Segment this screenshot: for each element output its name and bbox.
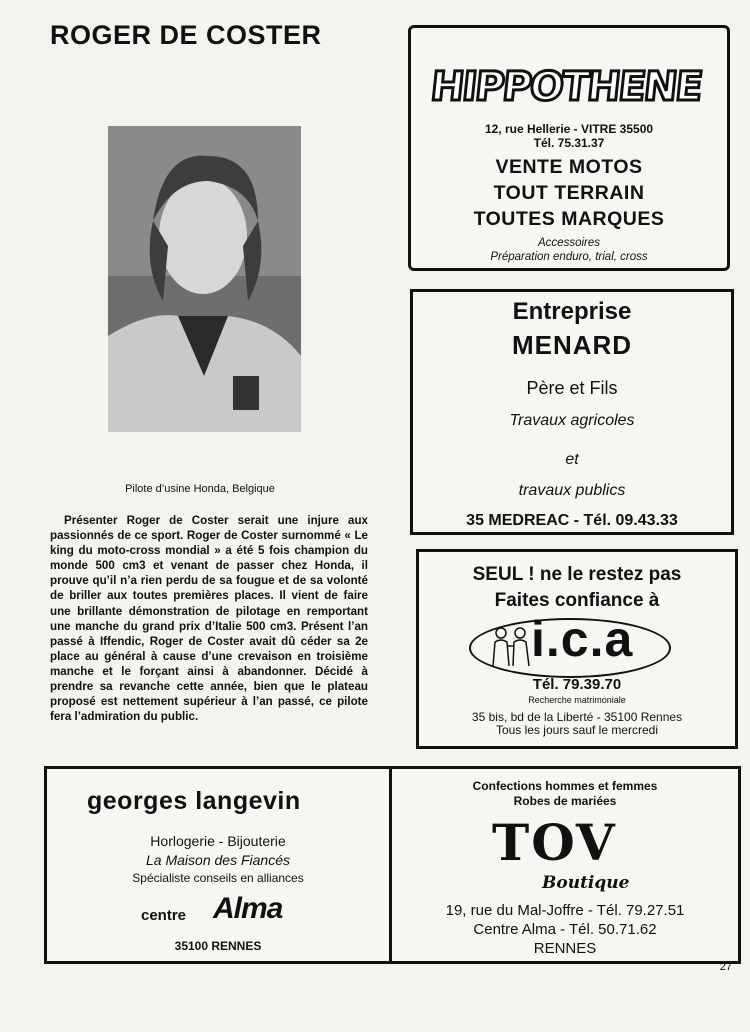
langevin-line-2: La Maison des Fiancés — [146, 852, 290, 868]
hippothene-sub-1: Accessoires — [538, 237, 600, 249]
hippothene-tel: Tél. 75.31.37 — [533, 136, 605, 150]
ica-address-block — [419, 711, 735, 737]
tov-header — [392, 779, 738, 809]
menard-line-4: Travaux agricoles — [509, 412, 635, 429]
menard-line-6: travaux publics — [518, 482, 626, 499]
langevin-name: georges langevin — [87, 787, 301, 815]
langevin-centre-label: centre — [141, 907, 187, 924]
tov-city: RENNES — [533, 940, 597, 957]
ica-address: 35 bis, bd de la Liberté - 35100 Rennes — [471, 710, 683, 724]
langevin-line-3: Spécialiste conseils en alliances — [132, 871, 304, 885]
ad-menard — [410, 289, 734, 535]
langevin-line-1: Horlogerie - Bijouterie — [150, 833, 286, 849]
tov-line-2: Robes de mariées — [513, 794, 617, 808]
article-body — [50, 513, 368, 724]
portrait-image — [108, 126, 301, 432]
alma-logo: Alma — [213, 892, 283, 925]
hippothene-street: 12, rue Hellerie - VITRE 35500 — [484, 122, 654, 136]
photo-caption: Pilote d’usine Honda, Belgique — [125, 483, 275, 495]
couple-icon — [489, 626, 533, 668]
article-title: ROGER DE COSTER — [50, 20, 322, 50]
tov-logo: TOV — [492, 813, 617, 872]
langevin-city: 35100 RENNES — [174, 939, 262, 953]
ica-service: Recherche matrimoniale — [528, 695, 626, 705]
ad-hippothene — [408, 25, 730, 271]
hippothene-address — [411, 122, 727, 150]
hippothene-sub-2: Préparation enduro, trial, cross — [490, 251, 648, 263]
article-paragraph: Présenter Roger de Coster serait une injure aux passionnés de ce sport. Roger de Coster surnommé « Le king du moto-cross mondial » a été 5 fois champion du monde 500 cm3 et venant de passer chez Honda, il prouve qu’il n’a rien perdu de sa fougue et de sa volonté de briller aux toutes premières places. Il vient de faire une brillante démonstration de pilotage en remportant une manche du grand prix d’Italie 500 cm3. Présent l’an passé à Iffendic, Roger de Coster avait dû céder sa 2e place au général à cause d’une crevaison en troisième manche et le forçant ainsi à abandonner. Décidé à prendre sa revanche cette année, bien que le plateau proposé est nettement supérieur à l’an passé, ce pilote fera l’admiration du public. — [50, 514, 368, 724]
ica-tel: Tél. 79.39.70 — [532, 676, 622, 693]
hippothene-services — [411, 236, 727, 264]
ad-ica — [416, 549, 738, 749]
ad-tov — [389, 766, 741, 964]
hippothene-line-3: TOUTES MARQUES — [473, 208, 665, 230]
ica-hours: Tous les jours sauf le mercredi — [495, 723, 659, 737]
ica-headline-2: Faites confiance à — [494, 590, 660, 611]
menard-line-1: Entreprise — [512, 298, 632, 325]
tov-addr-1: 19, rue du Mal-Joffre - Tél. 79.27.51 — [445, 902, 685, 919]
tov-boutique: Boutique — [542, 873, 630, 893]
menard-line-2: MENARD — [511, 330, 633, 360]
hippothene-logo — [428, 38, 704, 122]
tov-address — [392, 901, 738, 958]
portrait-photo — [108, 126, 301, 432]
ad-langevin — [44, 766, 392, 964]
hippothene-logo-text: HIPPOTHENE — [428, 64, 704, 110]
tov-line-1: Confections hommes et femmes — [472, 779, 658, 793]
hippothene-line-2: TOUT TERRAIN — [493, 182, 645, 204]
ica-headline-1: SEUL ! ne le restez pas — [472, 564, 682, 585]
menard-address: 35 MEDREAC - Tél. 09.43.33 — [466, 512, 678, 529]
page-number: 27 — [719, 961, 732, 973]
hippothene-headline — [411, 154, 727, 232]
menard-line-5: et — [565, 451, 579, 468]
ica-brand: i.c.a — [531, 611, 634, 667]
hippothene-line-1: VENTE MOTOS — [495, 156, 643, 178]
tov-addr-2: Centre Alma - Tél. 50.71.62 — [473, 921, 657, 938]
menard-line-3: Père et Fils — [526, 378, 618, 398]
